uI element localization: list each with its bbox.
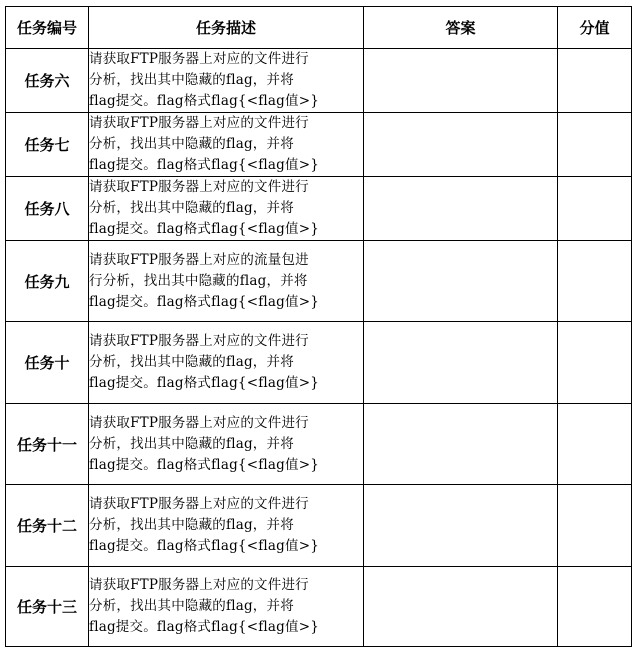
description-line: 请获取FTP服务器上对应的文件进行	[89, 115, 309, 131]
task-description	[89, 404, 364, 485]
table-row	[6, 567, 632, 647]
description-line: 请获取FTP服务器上对应的文件进行	[89, 179, 309, 195]
table-row	[6, 49, 632, 113]
table-row	[6, 113, 632, 177]
task-number: 任务八	[6, 177, 89, 241]
answer-cell[interactable]	[364, 567, 558, 647]
score-cell[interactable]	[558, 322, 632, 404]
description-line: flag提交。flag格式flag{<flag值>}	[89, 221, 320, 237]
description-line: 分析，找出其中隐藏的flag，并将	[89, 136, 294, 152]
header-task-no: 任务编号	[6, 7, 89, 49]
task-number: 任务十三	[6, 567, 89, 647]
answer-cell[interactable]	[364, 241, 558, 322]
score-cell[interactable]	[558, 404, 632, 485]
task-number: 任务十一	[6, 404, 89, 485]
answer-cell[interactable]	[364, 177, 558, 241]
description-line: 请获取FTP服务器上对应的文件进行	[89, 577, 309, 593]
task-description	[89, 485, 364, 567]
table-row	[6, 404, 632, 485]
score-cell[interactable]	[558, 113, 632, 177]
score-cell[interactable]	[558, 567, 632, 647]
description-line: 请获取FTP服务器上对应的文件进行	[89, 496, 309, 512]
task-number: 任务六	[6, 49, 89, 113]
score-cell[interactable]	[558, 485, 632, 567]
header-row	[6, 7, 632, 49]
description-line: flag提交。flag格式flag{<flag值>}	[89, 93, 320, 109]
description-line: flag提交。flag格式flag{<flag值>}	[89, 157, 320, 173]
score-cell[interactable]	[558, 241, 632, 322]
answer-cell[interactable]	[364, 485, 558, 567]
task-description	[89, 567, 364, 647]
task-description	[89, 241, 364, 322]
task-description	[89, 322, 364, 404]
answer-cell[interactable]	[364, 49, 558, 113]
header-answer: 答案	[364, 7, 558, 49]
score-cell[interactable]	[558, 177, 632, 241]
task-number: 任务十	[6, 322, 89, 404]
task-table	[5, 6, 632, 647]
description-line: 分析，找出其中隐藏的flag，并将	[89, 517, 294, 533]
description-line: flag提交。flag格式flag{<flag值>}	[89, 293, 320, 310]
task-description	[89, 177, 364, 241]
task-description	[89, 113, 364, 177]
description-line: 请获取FTP服务器上对应的文件进行	[89, 333, 309, 349]
task-description	[89, 49, 364, 113]
description-line: 分析，找出其中隐藏的flag，并将	[89, 200, 294, 216]
header-description: 任务描述	[89, 7, 364, 49]
description-line: 分析，找出其中隐藏的flag，并将	[89, 435, 294, 452]
description-line: 请获取FTP服务器上对应的文件进行	[89, 414, 309, 431]
description-line: 分析，找出其中隐藏的flag，并将	[89, 354, 294, 370]
score-cell[interactable]	[558, 49, 632, 113]
description-line: flag提交。flag格式flag{<flag值>}	[89, 456, 320, 473]
table-row	[6, 322, 632, 404]
description-line: 分析，找出其中隐藏的flag，并将	[89, 72, 294, 88]
description-line: 行分析，找出其中隐藏的flag，并将	[89, 272, 308, 289]
description-line: 分析，找出其中隐藏的flag，并将	[89, 598, 294, 614]
description-line: flag提交。flag格式flag{<flag值>}	[89, 538, 320, 554]
answer-cell[interactable]	[364, 113, 558, 177]
task-number: 任务七	[6, 113, 89, 177]
table-row	[6, 485, 632, 567]
description-line: flag提交。flag格式flag{<flag值>}	[89, 619, 320, 635]
table-row	[6, 177, 632, 241]
task-number: 任务十二	[6, 485, 89, 567]
answer-cell[interactable]	[364, 404, 558, 485]
table-row	[6, 241, 632, 322]
description-line: flag提交。flag格式flag{<flag值>}	[89, 375, 320, 391]
answer-cell[interactable]	[364, 322, 558, 404]
header-score: 分值	[558, 7, 632, 49]
description-line: 请获取FTP服务器上对应的流量包进	[89, 251, 309, 268]
task-number: 任务九	[6, 241, 89, 322]
description-line: 请获取FTP服务器上对应的文件进行	[89, 51, 309, 67]
